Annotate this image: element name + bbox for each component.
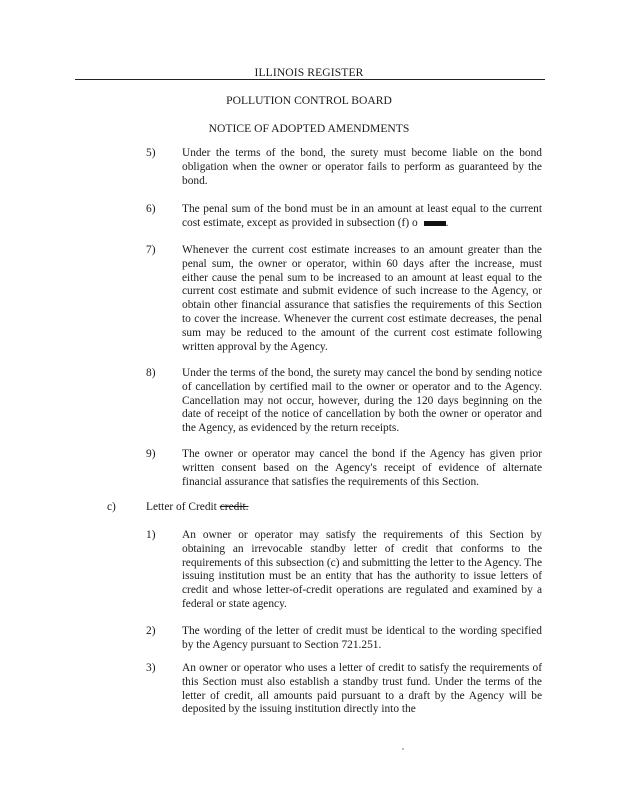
- item-text: An owner or operator who uses a letter of credit to satisfy the requirements of this Section must also establish a standby trust fund. Under the terms of the letter of credit, all amounts paid pursuant to a draft by the Agency will be deposited by the issuing institution directly into the: [182, 662, 542, 716]
- item-number: 5): [146, 147, 156, 159]
- item-text-content: The penal sum of the bond must be in an amount at least equal to the current cost estimate, except as provided in subsection (f) o: [182, 203, 542, 229]
- header-rule: [75, 79, 545, 80]
- item-number: 2): [146, 625, 156, 637]
- register-title: ILLINOIS REGISTER: [254, 66, 364, 79]
- redaction-mark: [424, 221, 446, 226]
- item-text: The penal sum of the bond must be in an amount at least equal to the current cost estimate, except as provided in subsection (f) o .: [182, 203, 542, 229]
- section-title: [146, 501, 506, 515]
- notice-title: NOTICE OF ADOPTED AMENDMENTS: [208, 122, 410, 135]
- item-text: An owner or operator may satisfy the requirements of this Section by obtaining an irrevocable standby letter of credit that conforms to the requirements of this subsection (c) and submitting the letter to the Agency. The issuing institution must be an entity that has the authority to issue letters of credit and whose letter-of-credit operations are regulated and examined by a federal or state agency.: [182, 529, 542, 610]
- scan-speck: [402, 748, 404, 750]
- item-text: The owner or operator may cancel the bond if the Agency has given prior written consent based on the Agency's receipt of evidence of alternate financial assurance that satisfies the requirements of this Section.: [182, 448, 542, 488]
- item-number: 1): [146, 529, 156, 541]
- item-text: Under the terms of the bond, the surety must become liable on the bond obligation when the owner or operator fails to perform as guaranteed by the bond.: [182, 147, 542, 187]
- item-text: The wording of the letter of credit must be identical to the wording specified by the Agency pursuant to Section 721.251.: [182, 625, 542, 651]
- item-text: Whenever the current cost estimate increases to an amount greater than the penal sum, the owner or operator, within 60 days after the increase, must either cause the penal sum to be increased to an amount at least equal to the current cost estimate and submit evidence of such increase to the Agency, or obtain other financial assurance that satisfies the requirements of this Section to cover the increase. Whenever the current cost estimate decreases, the penal sum may be reduced to the amount of the current cost estimate following written approval by the Agency.: [182, 244, 542, 353]
- section-number: c): [107, 501, 116, 513]
- section-title-text: Letter of Credit: [146, 501, 217, 513]
- item-number: 8): [146, 367, 156, 379]
- item-number: 9): [146, 448, 156, 460]
- item-number: 3): [146, 662, 156, 674]
- item-number: 6): [146, 203, 156, 215]
- item-text: Under the terms of the bond, the surety may cancel the bond by sending notice of cancellation by certified mail to the owner or operator and to the Agency. Cancellation may not occur, however, during the 120 days beginning on the date of receipt of the notice of cancellation by both the owner or operator and the Agency, as evidenced by the return receipts.: [182, 367, 542, 435]
- board-title: POLLUTION CONTROL BOARD: [226, 94, 392, 107]
- struck-text: credit.: [219, 501, 249, 513]
- item-number: 7): [146, 244, 156, 256]
